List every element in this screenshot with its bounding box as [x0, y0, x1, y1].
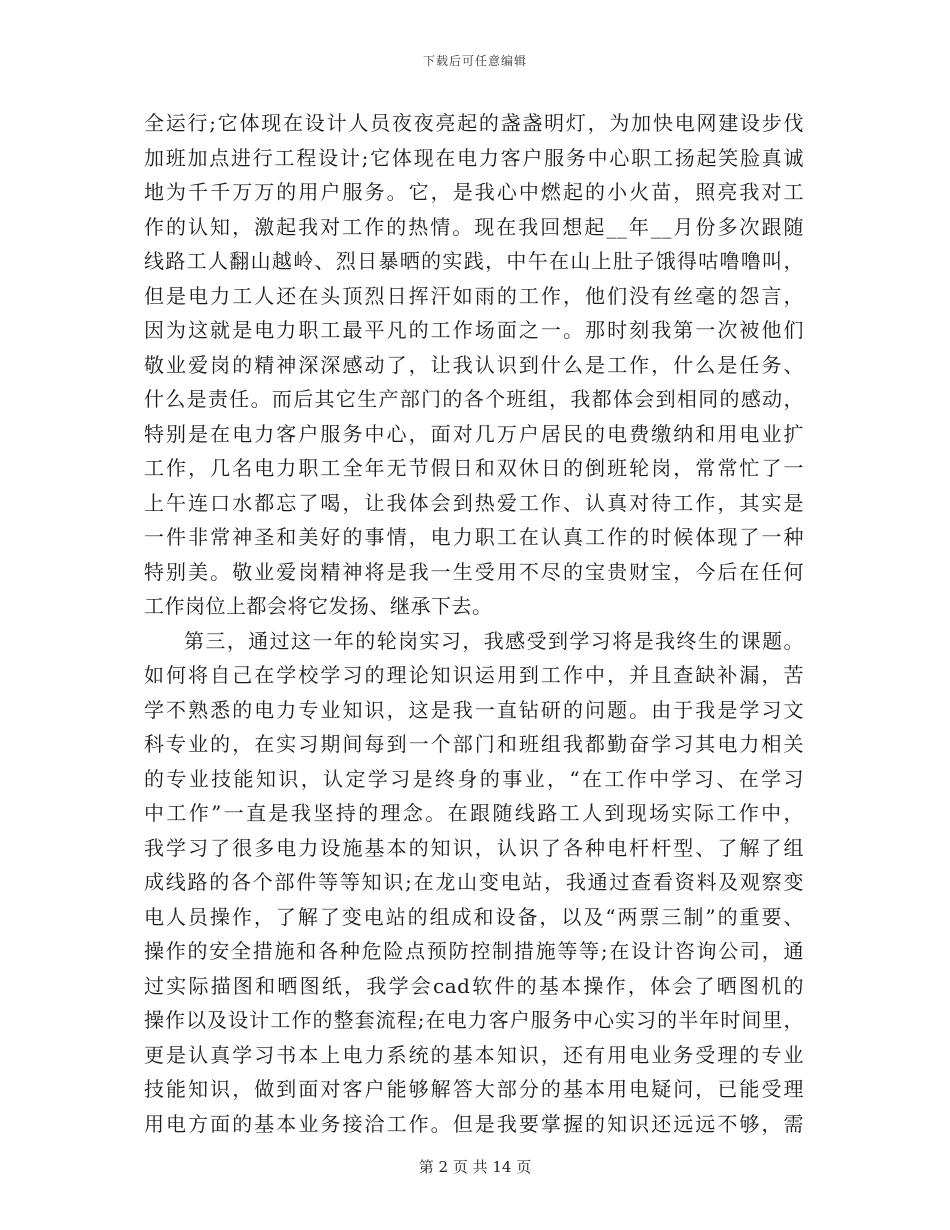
text-line: 操作以及设计工作的整套流程;在电力客户服务中心实习的半年时间里， [144, 1008, 804, 1032]
text-line: 线路工人翻山越岭、烈日暴晒的实践，中午在山上肚子饿得咕噜噜叫， [144, 249, 804, 273]
text-line: 敬业爱岗的精神深深感动了，让我认识到什么是工作，什么是任务、 [144, 352, 804, 377]
page-header: 下载后可任意编辑 [422, 54, 527, 68]
text-line: 电人员操作，了解了变电站的组成和设备，以及“两票三制”的重要、 [144, 904, 804, 929]
paragraph [144, 106, 804, 624]
text-line: 加班加点进行工程设计;它体现在电力客户服务中心职工扬起笑脸真诚 [144, 145, 804, 170]
text-line: 学不熟悉的电力专业知识，这是我一直钻研的问题。由于我是学习文 [144, 697, 804, 722]
text-line: 因为这就是电力职工最平凡的工作场面之一。那时刻我第一次被他们 [144, 318, 804, 342]
text-line: 一件非常神圣和美好的事情，电力职工在认真工作的时候体现了一种 [144, 525, 804, 549]
text-line: 什么是责任。而后其它生产部门的各个班组，我都体会到相同的感动， [144, 387, 804, 411]
text-line: 过实际描图和晒图纸，我学会cad软件的基本操作，体会了晒图机的 [144, 973, 804, 998]
text-line: 工作，几名电力职工全年无节假日和双休日的倒班轮岗，常常忙了一 [144, 456, 804, 480]
text-line: 特别是在电力客户服务中心，面对几万户居民的电费缴纳和用电业扩 [144, 421, 804, 446]
text-line: 全运行;它体现在设计人员夜夜亮起的盏盏明灯，为加快电网建设步伐 [144, 111, 804, 135]
text-line: 工作岗位上都会将它发扬、继承下去。 [144, 594, 493, 618]
text-line: 操作的安全措施和各种危险点预防控制措施等等;在设计咨询公司，通 [144, 939, 804, 963]
text-line: 科专业的，在实习期间每到一个部门和班组我都勤奋学习其电力相关 [144, 732, 804, 756]
text-line: 更是认真学习书本上电力系统的基本知识，还有用电业务受理的专业 [144, 1042, 804, 1067]
text-line: 但是电力工人还在头顶烈日挥汗如雨的工作，他们没有丝毫的怨言， [144, 283, 804, 308]
document-body [144, 106, 804, 1141]
text-line: 特别美。敬业爱岗精神将是我一生受用不尽的宝贵财宝，今后在任何 [144, 559, 804, 584]
text-line: 中工作”一直是我坚持的理念。在跟随线路工人到现场实际工作中， [144, 801, 804, 825]
text-line: 地为千千万万的用户服务。它，是我心中燃起的小火苗，照亮我对工 [144, 180, 804, 204]
text-line: 上午连口水都忘了喝，让我体会到热爱工作、认真对待工作，其实是 [144, 490, 804, 515]
text-line: 如何将自己在学校学习的理论知识运用到工作中，并且查缺补漏，苦 [144, 663, 804, 687]
text-line: 作的认知，激起我对工作的热情。现在我回想起__年__月份多次跟随 [144, 214, 804, 239]
text-line: 用电方面的基本业务接洽工作。但是我要掌握的知识还远远不够，需 [144, 1111, 804, 1136]
text-line: 第三，通过这一年的轮岗实习，我感受到学习将是我终生的课题。 [184, 628, 804, 653]
page-footer: 第 2 页 共 14 页 [418, 1158, 532, 1176]
text-line: 技能知识，做到面对客户能够解答大部分的基本用电疑问，已能受理 [144, 1077, 804, 1101]
text-line: 成线路的各个部件等等知识;在龙山变电站，我通过查看资料及观察变 [144, 870, 804, 894]
text-line: 的专业技能知识，认定学习是终身的事业，“在工作中学习、在学习 [144, 766, 804, 791]
paragraph [144, 624, 804, 1142]
text-line: 我学习了很多电力设施基本的知识，认识了各种电杆杆型、了解了组 [144, 835, 804, 860]
